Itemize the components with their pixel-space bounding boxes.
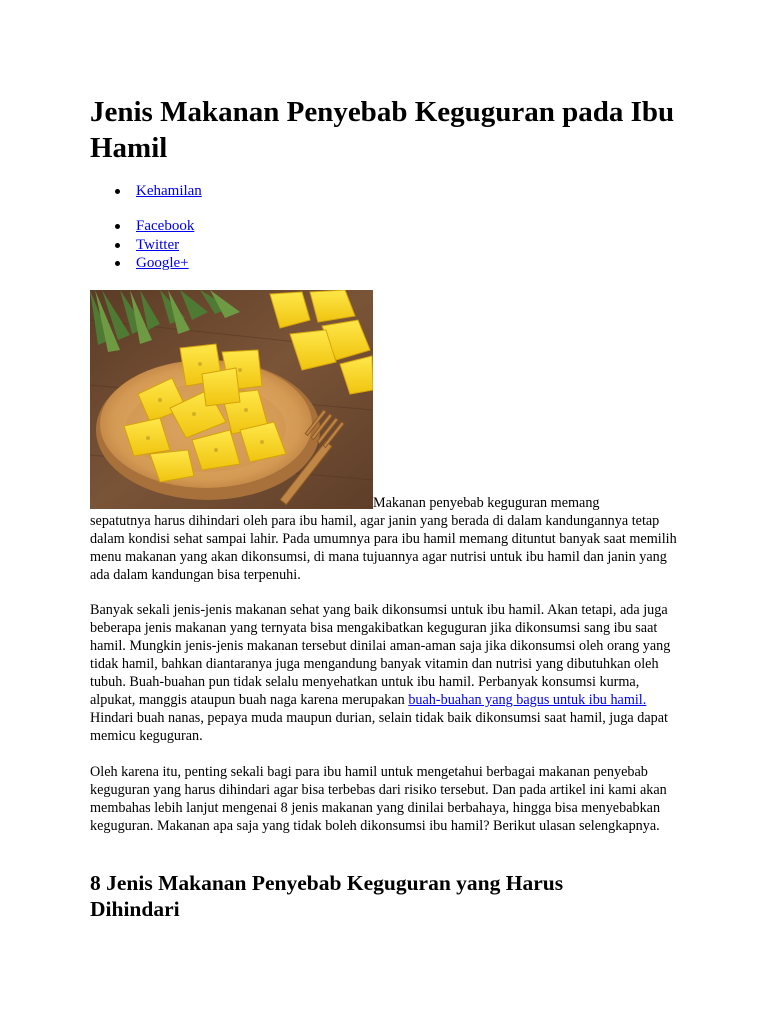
category-list bbox=[90, 182, 202, 201]
paragraph-1-first-line: Makanan penyebab keguguran memang bbox=[373, 495, 600, 511]
category-link-kehamilan[interactable]: Kehamilan bbox=[136, 183, 202, 199]
fruit-article-link[interactable]: buah-buahan yang bagus untuk ibu hamil. bbox=[408, 692, 647, 708]
list-item bbox=[90, 254, 194, 273]
share-link-facebook[interactable]: Facebook bbox=[136, 218, 195, 234]
share-link-google-plus[interactable]: Google+ bbox=[136, 255, 189, 271]
list-item bbox=[90, 182, 202, 201]
pineapple-photo bbox=[90, 290, 373, 509]
list-item bbox=[90, 236, 194, 255]
share-list bbox=[90, 217, 194, 273]
paragraph-2 bbox=[90, 601, 682, 745]
section-heading: 8 Jenis Makanan Penyebab Keguguran yang Harus Dihindari bbox=[90, 871, 564, 921]
paragraph-2-text-start: Banyak sekali jenis-jenis makanan sehat yang baik dikonsumsi untuk ibu hamil. Akan tetapi, ada juga beberapa jenis makanan yang ternyata bisa mengakibatkan keguguran jika dikonsumsi sang ibu saat hamil. Mungkin jenis-jenis makanan tersebut dinilai aman-aman saja jika dikonsumsi oleh orang yang tidak hamil, bahkan diantaranya juga mengandung banyak vitamin dan nutrisi yang dibutuhkan oleh tubuh. Buah-buahan pun tidak selalu menyehatkan untuk ibu hamil. Perbanyak konsumsi kurma, alpukat, manggis ataupun buah naga karena merupakan bbox=[90, 602, 671, 708]
list-item bbox=[90, 217, 194, 236]
share-link-twitter[interactable]: Twitter bbox=[136, 236, 180, 253]
paragraph-3: Oleh karena itu, penting sekali bagi para ibu hamil untuk mengetahui berbagai makanan penyebab keguguran yang harus dihindari agar bisa terbebas dari risiko tersebut. Dan pada artikel ini kami akan membahas lebih lanjut mengenai 8 jenis makanan yang dinilai berbahaya, hingga bisa menyebabkan keguguran. Makanan apa saja yang tidak boleh dikonsumsi ibu hamil? Berikut ulasan selengkapnya. bbox=[90, 764, 667, 834]
paragraph-2-text-end: Hindari buah nanas, pepaya muda maupun durian, selain tidak baik dikonsumsi saat hamil, juga dapat memicu keguguran. bbox=[90, 710, 668, 744]
page-title: Jenis Makanan Penyebab Keguguran pada Ibu Hamil bbox=[90, 96, 675, 164]
paragraph-1: sepatutnya harus dihindari oleh para ibu hamil, agar janin yang berada di dalam kandungannya tetap dalam kondisi sehat sampai lahir. Pada umumnya para ibu hamil memang dituntut banyak saat memilih menu makanan yang akan dikonsumsi, di mana tujuannya agar nutrisi untuk ibu hamil dan janin yang ada dalam kandungan bisa terpenuhi. bbox=[90, 513, 677, 583]
